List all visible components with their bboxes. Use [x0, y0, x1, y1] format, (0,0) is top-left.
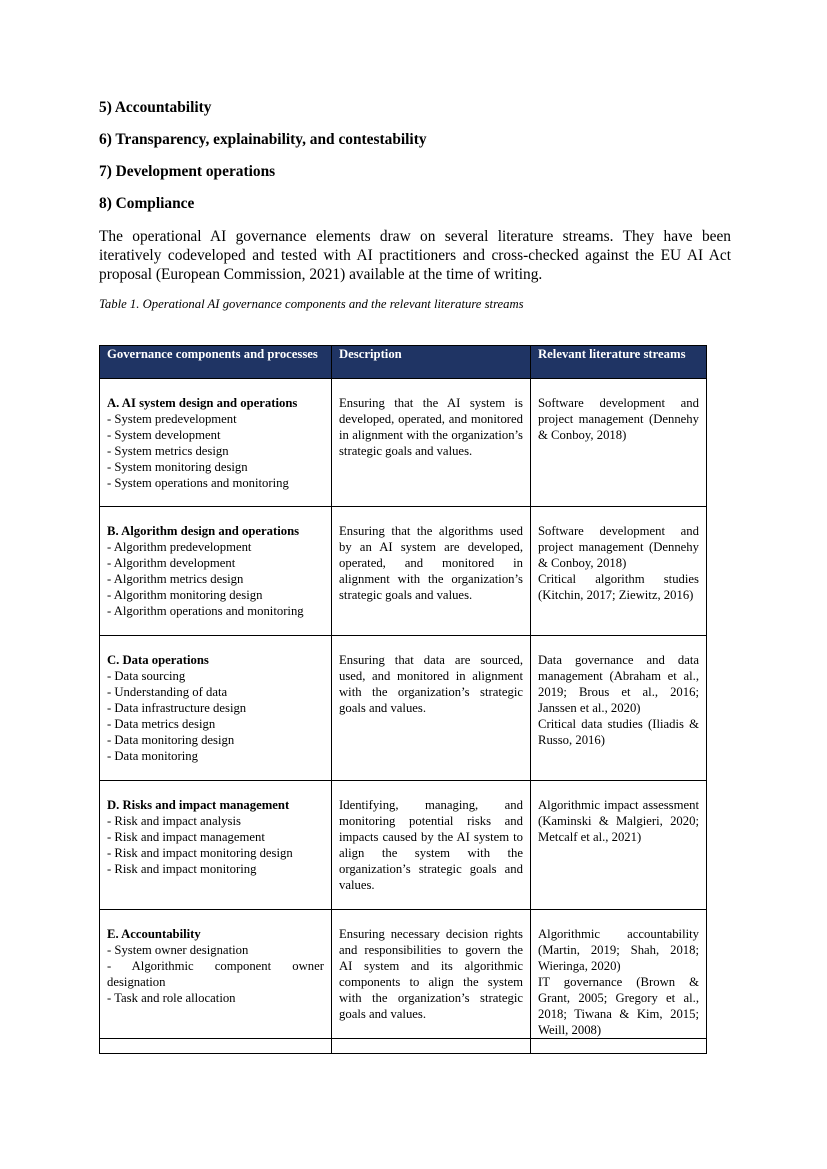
section-heading-transparency: 6) Transparency, explainability, and contestability	[99, 131, 427, 148]
process-item: - Data sourcing	[107, 669, 186, 683]
process-item: - Algorithm monitoring design	[107, 588, 263, 602]
table-row	[100, 910, 707, 1039]
section-heading-devops: 7) Development operations	[99, 163, 276, 180]
process-item: - Data monitoring	[107, 749, 198, 763]
description-cell	[332, 507, 531, 636]
process-item: - Risk and impact monitoring	[107, 862, 257, 876]
description-cell	[332, 910, 531, 1039]
description-cell	[332, 379, 531, 507]
process-item: - System development	[107, 428, 221, 442]
component-title: B. Algorithm design and operations	[107, 524, 300, 538]
table-row	[100, 781, 707, 910]
description-text: Ensuring that the algorithms used by an AI system are developed, operated, and monitored in alignment with the organization’s strategic goals and values.	[339, 524, 523, 602]
components-cell	[100, 379, 332, 507]
description-text: Identifying, managing, and monitoring potential risks and impacts caused by the AI system to align the system with the organization’s strategic goals and values.	[339, 798, 523, 892]
components-cell	[100, 781, 332, 910]
component-title: D. Risks and impact management	[107, 798, 290, 812]
process-item: - Risk and impact monitoring design	[107, 846, 293, 860]
literature-stream: Software development and project management (Dennehy & Conboy, 2018)	[538, 524, 699, 570]
process-item: - Data infrastructure design	[107, 701, 247, 715]
process-item: - System owner designation	[107, 943, 249, 957]
process-item: - Understanding of data	[107, 685, 228, 699]
literature-stream: Algorithmic impact assessment (Kaminski & Malgieri, 2020; Metcalf et al., 2021)	[538, 798, 699, 844]
header-description: Description	[332, 346, 531, 379]
components-cell	[100, 507, 332, 636]
header-components: Governance components and processes	[100, 346, 332, 379]
intro-paragraph: The operational AI governance elements draw on several literature streams. They have been iteratively codeveloped and tested with AI practitioners and cross-checked against the EU AI Act proposal (European Commission, 2021) available at the time of writing.	[99, 228, 731, 283]
component-title: A. AI system design and operations	[107, 396, 298, 410]
description-text: Ensuring that data are sourced, used, and monitored in alignment with the organization’s strategic goals and values.	[339, 653, 523, 715]
process-item: - Risk and impact analysis	[107, 814, 241, 828]
literature-cell	[531, 781, 707, 910]
process-item: - Task and role allocation	[107, 991, 236, 1005]
header-literature: Relevant literature streams	[531, 346, 707, 379]
section-heading-accountability: 5) Accountability	[99, 99, 212, 116]
components-cell	[100, 636, 332, 781]
description-text: Ensuring that the AI system is developed, operated, and monitored in alignment with the organization’s strategic goals and values.	[339, 396, 523, 458]
description-text: Ensuring necessary decision rights and responsibilities to govern the AI system and its algorithmic components to align the system with the organization’s strategic goals and values.	[339, 927, 523, 1021]
table-row	[100, 507, 707, 636]
literature-cell	[531, 636, 707, 781]
description-cell	[332, 781, 531, 910]
description-cell	[332, 636, 531, 781]
literature-cell	[531, 507, 707, 636]
literature-stream: Algorithmic accountability (Martin, 2019; Shah, 2018; Wieringa, 2020)	[538, 927, 699, 973]
process-item: - Risk and impact management	[107, 830, 265, 844]
process-item: - Data monitoring design	[107, 733, 235, 747]
process-item: - System monitoring design	[107, 460, 248, 474]
literature-stream: Critical algorithm studies (Kitchin, 2017; Ziewitz, 2016)	[538, 572, 699, 602]
process-item: - Algorithm operations and monitoring	[107, 604, 304, 618]
table-row	[100, 636, 707, 781]
process-item: - Data metrics design	[107, 717, 216, 731]
table-header-row	[100, 346, 707, 379]
process-item: - Algorithm metrics design	[107, 572, 244, 586]
process-item: - System predevelopment	[107, 412, 237, 426]
section-heading-compliance: 8) Compliance	[99, 195, 195, 212]
process-item: - Algorithmic component owner designation	[107, 959, 324, 989]
literature-cell	[531, 910, 707, 1039]
empty-cell	[332, 1039, 531, 1054]
literature-stream: Software development and project management (Dennehy & Conboy, 2018)	[538, 396, 699, 442]
process-item: - Algorithm predevelopment	[107, 540, 252, 554]
component-title: E. Accountability	[107, 927, 201, 941]
table-row	[100, 379, 707, 507]
components-cell	[100, 910, 332, 1039]
empty-cell	[100, 1039, 332, 1054]
table-row-empty	[100, 1039, 707, 1054]
empty-cell	[531, 1039, 707, 1054]
component-title: C. Data operations	[107, 653, 209, 667]
literature-stream: IT governance (Brown & Grant, 2005; Gregory et al., 2018; Tiwana & Kim, 2015; Weill, 2008)	[538, 975, 699, 1037]
literature-cell	[531, 379, 707, 507]
governance-table	[99, 345, 707, 1054]
table-caption: Table 1. Operational AI governance components and the relevant literature streams	[99, 297, 524, 311]
literature-stream: Critical data studies (Iliadis & Russo, 2016)	[538, 717, 699, 747]
process-item: - Algorithm development	[107, 556, 236, 570]
literature-stream: Data governance and data management (Abraham et al., 2019; Brous et al., 2016; Janssen et al., 2020)	[538, 653, 699, 715]
process-item: - System operations and monitoring	[107, 476, 289, 490]
process-item: - System metrics design	[107, 444, 229, 458]
